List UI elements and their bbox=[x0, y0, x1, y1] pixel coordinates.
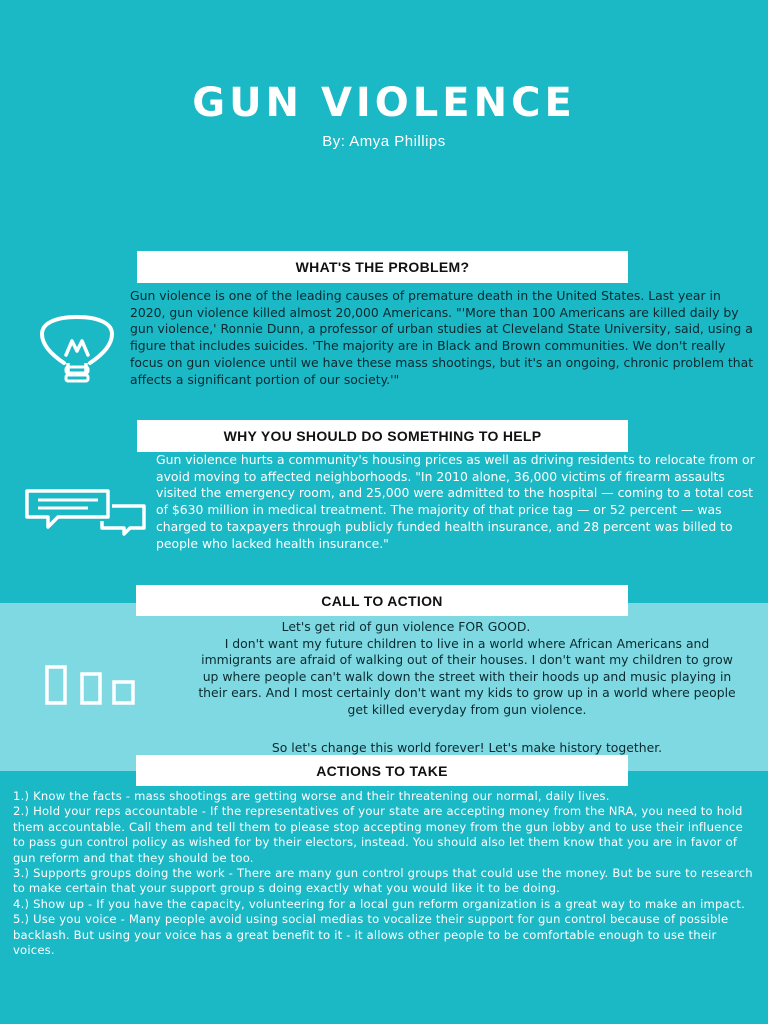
section-heading-call-to-action: CALL TO ACTION bbox=[136, 585, 628, 616]
call-to-action-closing: So let's change this world forever! Let's make history together. bbox=[271, 740, 663, 755]
why-help-text: Gun violence hurts a community's housing prices as well as driving residents to relocate from or avoid moving to affected neighborhoods. "In 2010 alone, 36,000 victims of firearm assaults visited the emergency room, and 25,000 were admitted to the hospital — coming to a total cost of $630 million in medical treatment. The majority of that price tag — or 52 percent — was charged to taxpayers through publicly funded health insurance, and 28 percent was billed to people who lacked health insurance." bbox=[156, 452, 755, 551]
bar-chart-icon bbox=[44, 664, 138, 706]
author-byline: By: Amya Phillips bbox=[322, 133, 446, 150]
problem-text: Gun violence is one of the leading causes of premature death in the United States. Last year in 2020, gun violence killed almost 20,000 Americans. "'More than 100 Americans are killed daily by gun violence,' Ronnie Dunn, a professor of urban studies at Cleveland State University, said, using a figure that includes suicides. 'The majority are in Black and Brown communities. We don't really focus on gun violence until we have these mass shootings, but it's an ongoing, chronic problem that affects a significant portion of our society.'" bbox=[130, 288, 754, 387]
actions-list bbox=[13, 789, 758, 958]
page-title: GUN VIOLENCE bbox=[192, 80, 576, 126]
call-to-action-text: I don't want my future children to live in a world where African Americans and immigrants are afraid of walking out of their houses. I don't want my children to grow up where people can't walk down the street with their hoods up and music playing in their ears. And I most certainly don't want my kids to grow up in a world where people get killed everyday from gun violence. bbox=[198, 636, 736, 717]
list-item: 2.) Hold your reps accountable - If the representatives of your state are accepting money from the NRA, you need to hold them accountable. Call them and tell them to please stop accepting money from the gun lobby and to use their influence to pass gun control policy as wished for by their electors, instead. You should also let them know that you are in favor of gun reform and that they should be too. bbox=[13, 804, 743, 865]
section-heading-why-help: WHY YOU SHOULD DO SOMETHING TO HELP bbox=[137, 420, 628, 452]
list-item: 4.) Show up - If you have the capacity, volunteering for a local gun reform organization is a great way to make an impact. bbox=[13, 896, 746, 911]
chat-bubbles-icon bbox=[24, 488, 148, 536]
list-item: 3.) Supports groups doing the work - There are many gun control groups that could use the money. But be sure to research to make certain that your support group s doing exactly what you would like it to be doing. bbox=[13, 866, 753, 896]
lightbulb-icon bbox=[34, 315, 120, 385]
list-item: 1.) Know the facts - mass shootings are getting worse and their threatening our normal, daily lives. bbox=[13, 789, 610, 803]
list-item: 5.) Use you voice - Many people avoid using social medias to vocalize their support for gun control because of possible backlash. But using your voice has a great benefit to it - it allows other people to be comfortable enough to use their voices. bbox=[13, 912, 729, 958]
section-heading-problem: WHAT'S THE PROBLEM? bbox=[137, 251, 628, 283]
call-to-action-intro: Let's get rid of gun violence FOR GOOD. bbox=[281, 619, 531, 634]
section-heading-actions: ACTIONS TO TAKE bbox=[136, 755, 628, 786]
